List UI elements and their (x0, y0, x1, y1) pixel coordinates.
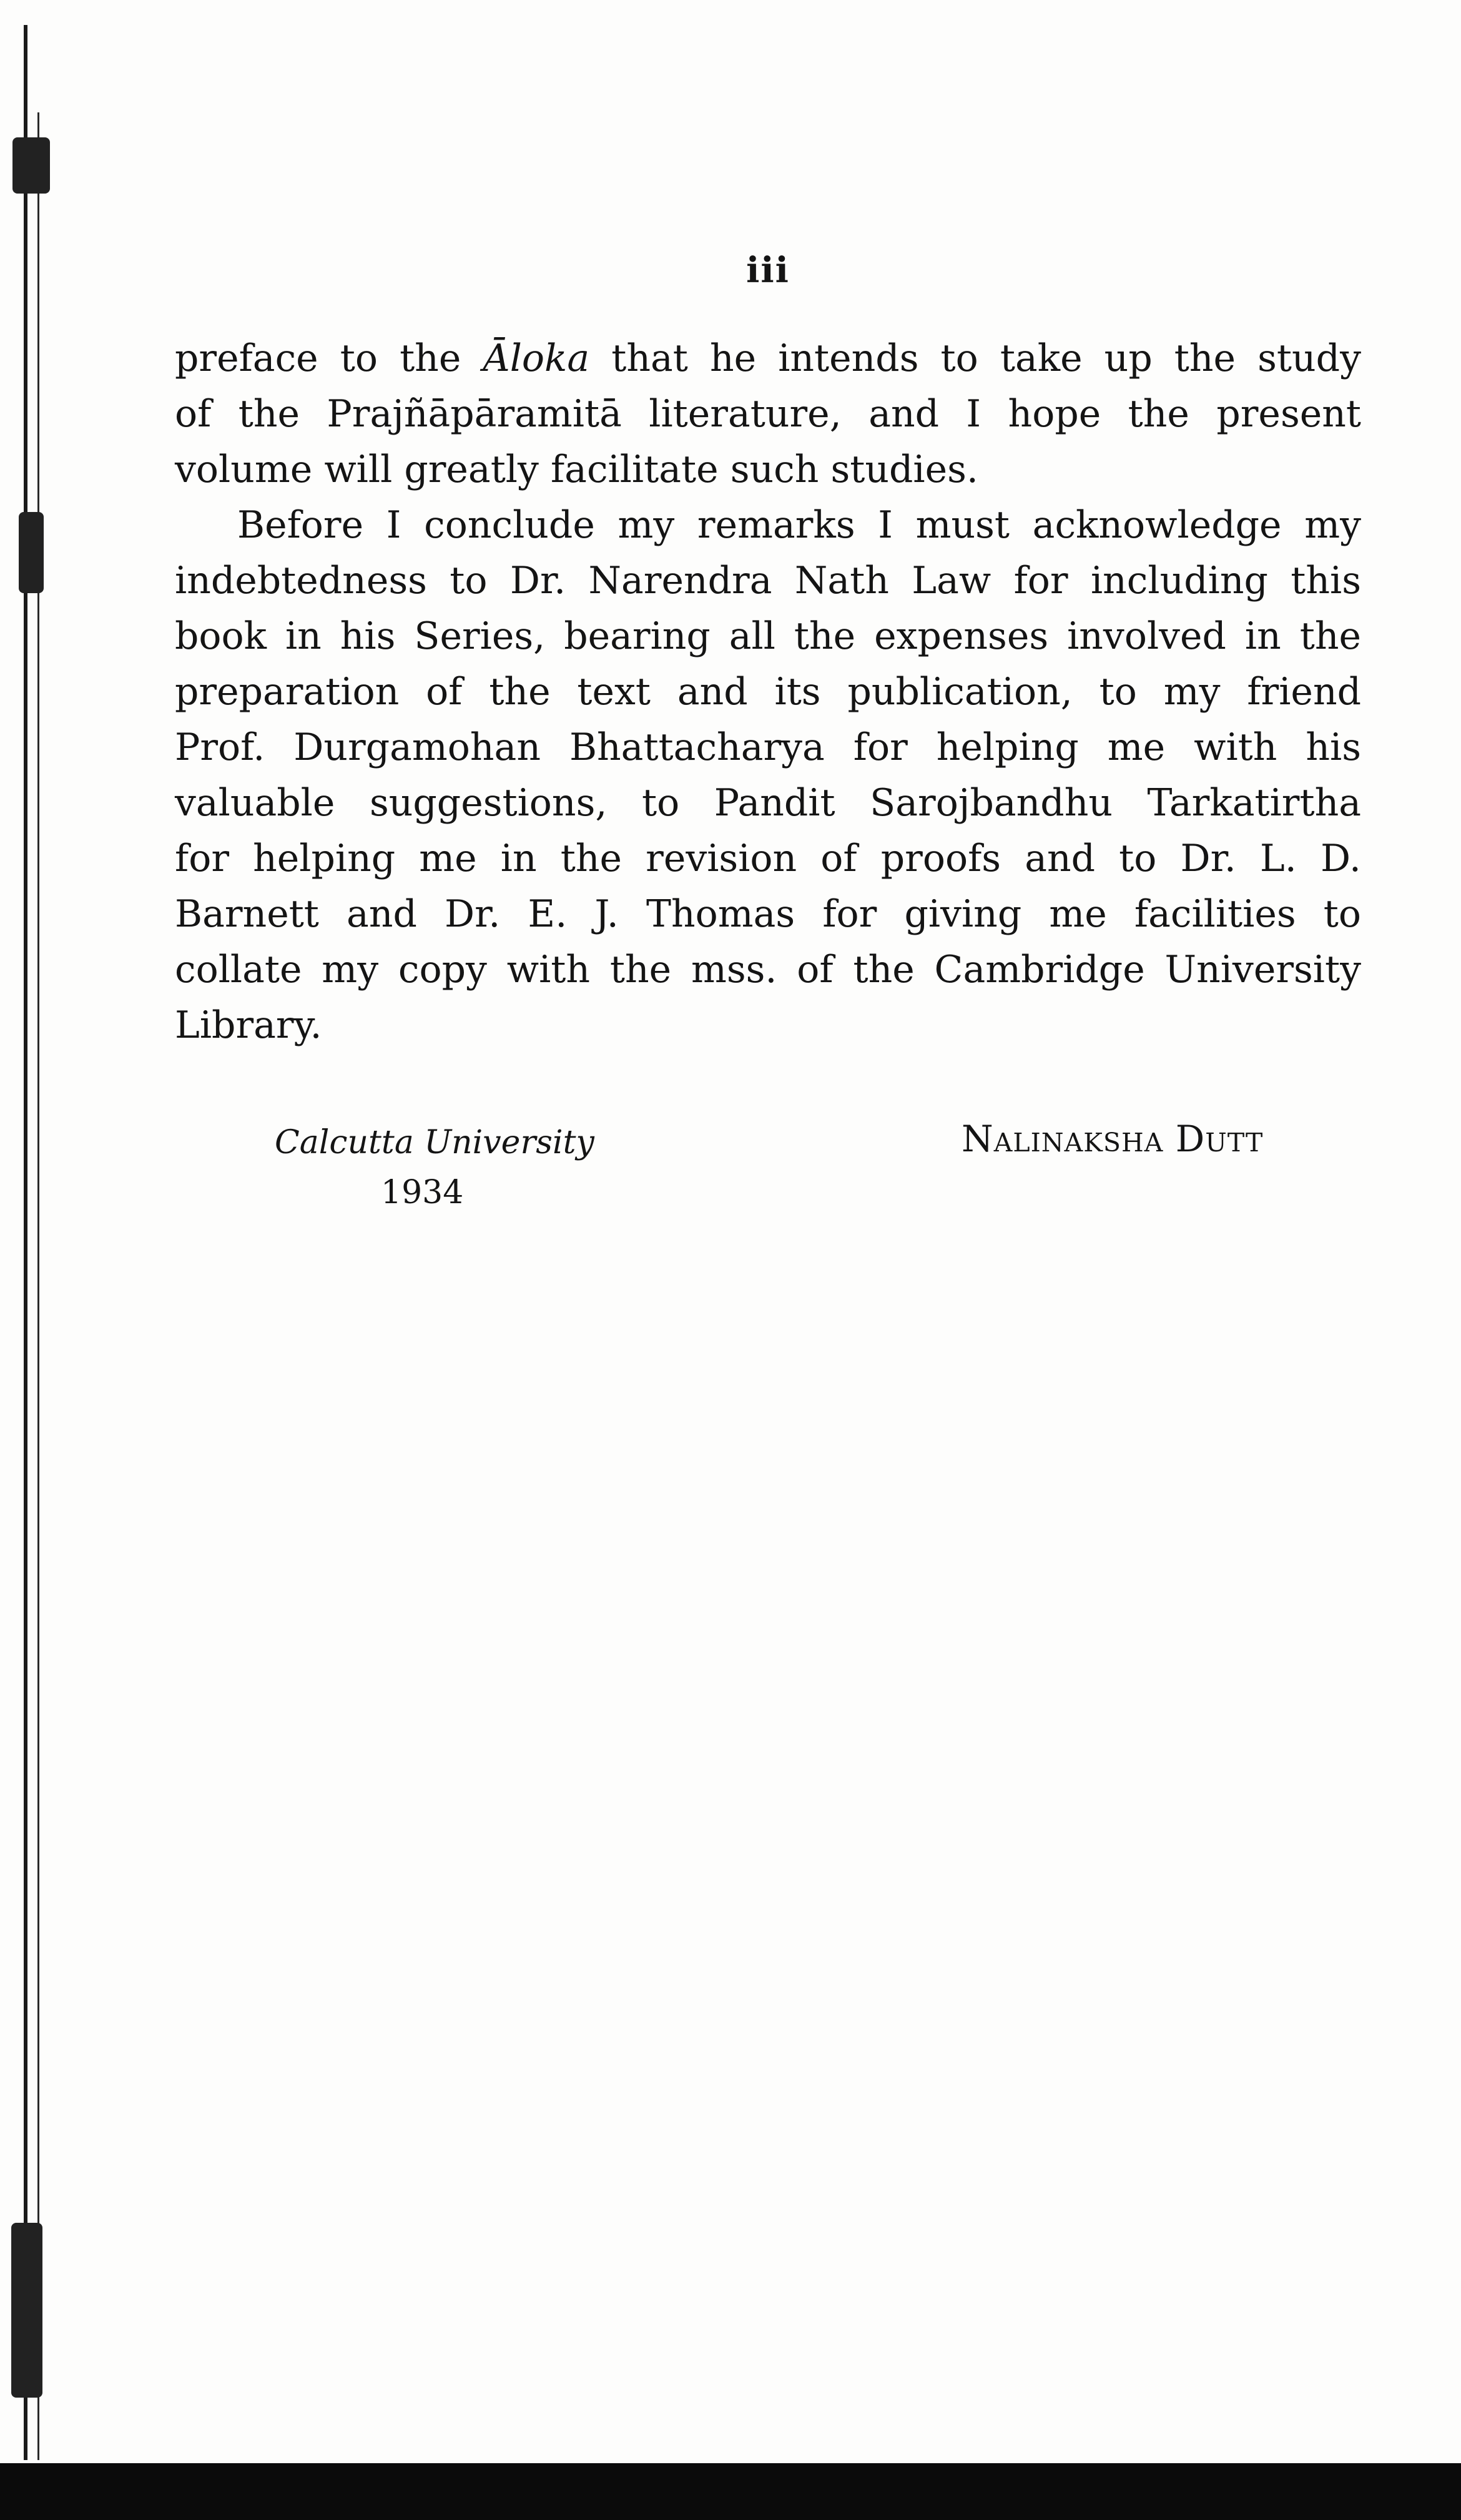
text-line: Barnett and Dr. E. J. Thomas for giving me facilities to (175, 892, 1361, 936)
italic-title: Āloka (483, 337, 590, 380)
body-text (175, 331, 1361, 1053)
text-line: of the Prajñāpāramitā literature, and I hope the present (175, 392, 1361, 436)
text-line: Prof. Durgamohan Bhattacharya for helping me with his (175, 726, 1361, 769)
signature-place: Calcutta University (275, 1124, 594, 1161)
text-line: preparation of the text and its publication, to my friend (175, 670, 1361, 714)
scan-edge-mark (11, 2223, 42, 2398)
text-line: Before I conclude my remarks I must acknowledge my (237, 503, 1361, 547)
scan-edge-line-inner (37, 112, 39, 2460)
text-line: for helping me in the revision of proofs and to Dr. L. D. (175, 837, 1361, 880)
scan-edge-mark (19, 512, 44, 593)
text-line: valuable suggestions, to Pandit Sarojbandhu Tarkatirtha (175, 781, 1361, 825)
text-line: volume will greatly facilitate such studies. (175, 448, 978, 491)
signature-year: 1934 (381, 1174, 464, 1211)
text-line: indebtedness to Dr. Narendra Nath Law for including this (175, 559, 1361, 603)
page-number: iii (746, 250, 790, 291)
text-line: preface to the Āloka that he intends to take up the study (175, 337, 1361, 380)
signature-author: Nalinaksha Dutt (962, 1118, 1264, 1160)
scan-bottom-bar (0, 2463, 1461, 2520)
scan-edge-line (24, 25, 27, 2460)
scan-edge-mark (12, 137, 50, 194)
text-line: Library. (175, 1003, 322, 1047)
text-line: collate my copy with the mss. of the Cambridge University (175, 948, 1361, 992)
text-line: book in his Series, bearing all the expenses involved in the (175, 614, 1361, 658)
